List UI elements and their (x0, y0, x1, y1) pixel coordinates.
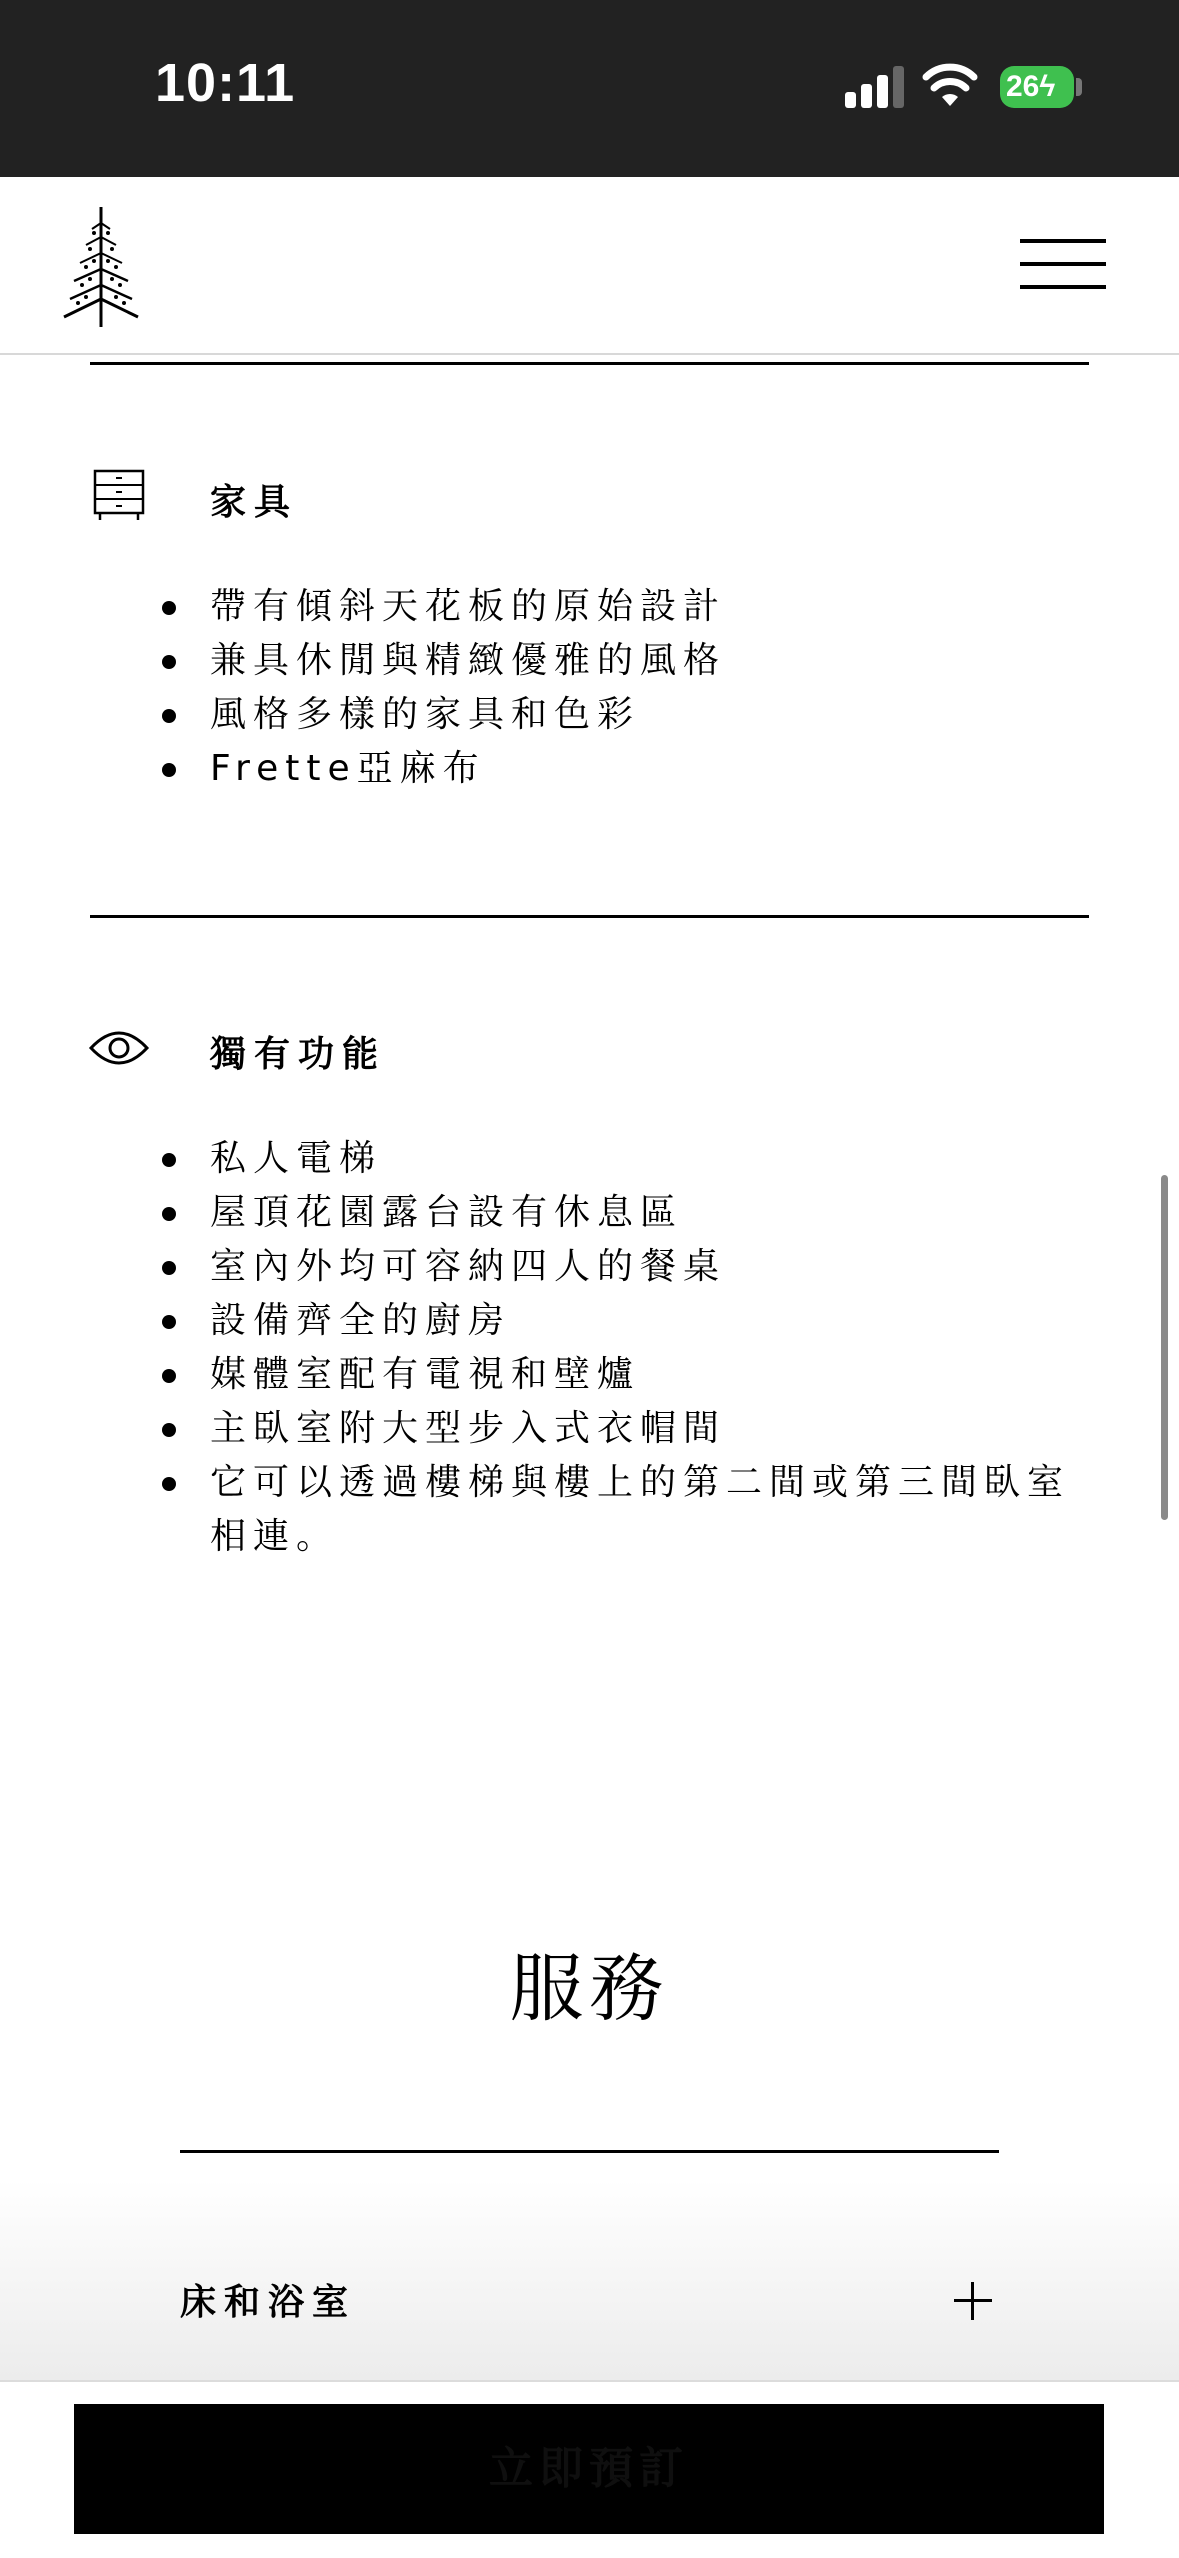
charging-bolt-icon: ϟ (1039, 70, 1056, 103)
furniture-list (210, 580, 1090, 796)
dresser-icon (92, 468, 146, 522)
accordion-label[interactable]: 床和浴室 (180, 2282, 357, 2323)
services-divider (180, 2150, 999, 2153)
hamburger-menu-icon[interactable] (1020, 239, 1106, 289)
list-item: Frette亞麻布 (210, 742, 1090, 796)
section-divider (90, 362, 1089, 365)
wifi-icon (922, 62, 978, 108)
bottom-bar (0, 2380, 1179, 2558)
list-item: 室內外均可容納四人的餐桌 (210, 1240, 1090, 1294)
status-bar (0, 0, 1179, 177)
status-time: 10:11 (155, 53, 296, 113)
furniture-title: 家具 (210, 482, 299, 523)
features-title: 獨有功能 (210, 1034, 387, 1075)
services-heading: 服務 (509, 1946, 670, 2032)
list-item: 屋頂花園露台設有休息區 (210, 1186, 1090, 1240)
eye-icon (88, 1024, 150, 1072)
battery-indicator (1000, 66, 1074, 108)
battery-level: 26 (1006, 70, 1040, 103)
list-item: 媒體室配有電視和壁爐 (210, 1348, 1090, 1402)
features-list (210, 1132, 1090, 1564)
bed-and-bath-accordion[interactable] (0, 2180, 1179, 2380)
battery-cap (1076, 78, 1082, 96)
cellular-signal-icon (845, 66, 905, 110)
plus-icon[interactable] (954, 2282, 992, 2320)
book-now-button[interactable]: 立即預訂 (74, 2404, 1104, 2534)
list-item: 風格多樣的家具和色彩 (210, 688, 1090, 742)
site-header (0, 177, 1179, 355)
scrollbar[interactable] (1161, 1175, 1168, 1520)
tree-logo-icon[interactable] (58, 203, 144, 329)
list-item: 它可以透過樓梯與樓上的第二間或第三間臥室相連。 (210, 1456, 1090, 1564)
list-item: 兼具休閒與精緻優雅的風格 (210, 634, 1090, 688)
list-item: 主臥室附大型步入式衣帽間 (210, 1402, 1090, 1456)
list-item: 設備齊全的廚房 (210, 1294, 1090, 1348)
list-item: 帶有傾斜天花板的原始設計 (210, 580, 1090, 634)
section-divider (90, 915, 1089, 918)
list-item: 私人電梯 (210, 1132, 1090, 1186)
